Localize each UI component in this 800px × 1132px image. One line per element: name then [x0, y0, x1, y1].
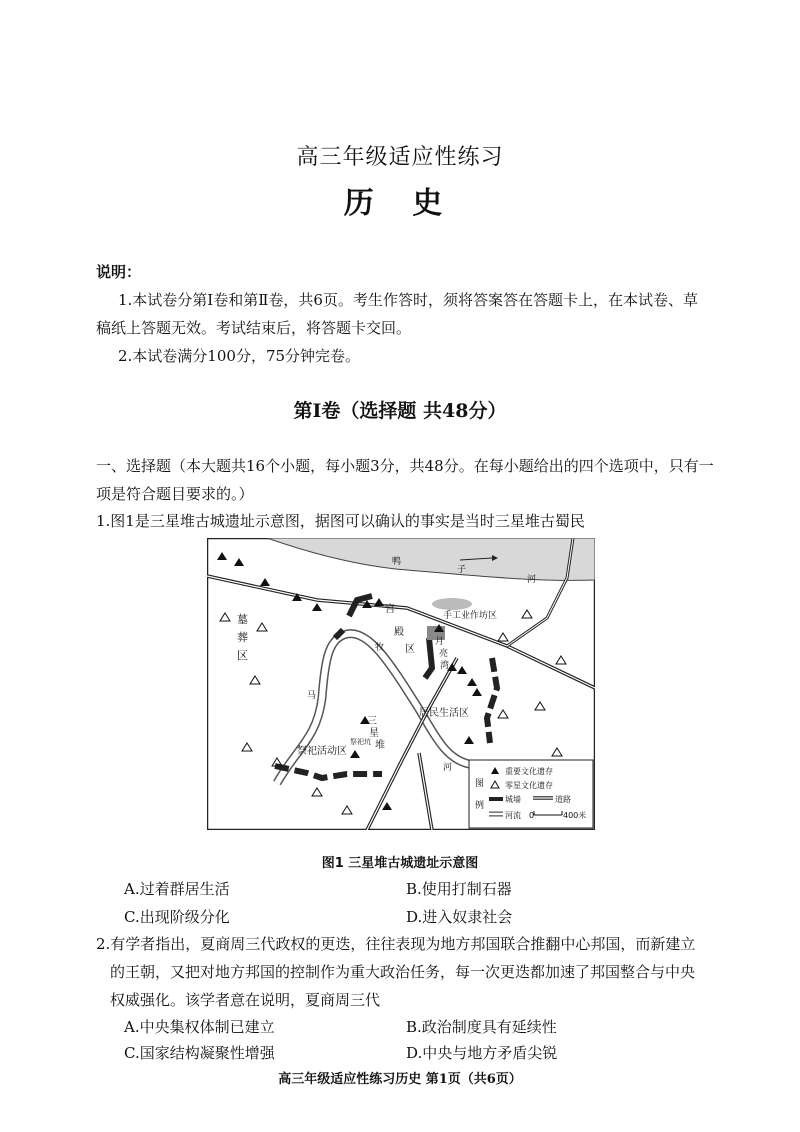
label-mamu-3: 河 [443, 763, 453, 773]
label-mamu-2: 马 [307, 691, 317, 701]
q2-option-d: D.中央与地方矛盾尖锐 [406, 1044, 558, 1062]
label-yueliang-1: 月 [435, 637, 445, 647]
label-residential: 居民生活区 [419, 708, 469, 719]
label-ritual: 祭祀活动区 [297, 746, 347, 757]
label-cemetery-2: 葬 [237, 631, 248, 644]
legend-title-2: 例 [475, 801, 485, 811]
label-sxd-3: 堆 [375, 740, 385, 751]
q1-option-b: B.使用打制石器 [406, 880, 512, 898]
q1-option-d: D.进入奴隶社会 [406, 908, 513, 926]
label-river-top-3: 河 [527, 575, 537, 585]
label-mamu-1: 牧 [375, 643, 385, 653]
instructions-heading: 说明： [96, 263, 142, 281]
label-yueliang-2: 亮 [439, 649, 449, 659]
q1-option-c: C.出现阶级分化 [124, 908, 230, 926]
label-river-top-1: 鸭 [392, 557, 402, 567]
label-craft: 手工业作坊区 [443, 611, 498, 621]
q2-stem-b: 的王朝，又把对地方邦国的控制作为重大政治任务，每一次更迭都加速了邦国整合与中央 [110, 963, 696, 981]
label-sxd-2: 星 [369, 728, 379, 739]
section-intro-a: 一、选择题（本大题共16个小题，每小题3分，共48分。在每小题给出的四个选项中，只有一 [96, 457, 714, 475]
instruction-1b: 稿纸上答题无效。考试结束后，将答题卡交回。 [96, 319, 412, 337]
instruction-1a: 1.本试卷分第Ⅰ卷和第Ⅱ卷，共6页。考生作答时，须将答案答在答题卡上，在本试卷、草 [118, 291, 698, 309]
q1-stem: 1.图1是三星堆古城遗址示意图，据图可以确认的事实是当时三星堆古蜀民 [96, 512, 585, 530]
label-cemetery-3: 区 [237, 649, 248, 662]
q1-option-a: A.过着群居生活 [124, 880, 230, 898]
label-yueliang-3: 湾 [440, 661, 450, 671]
label-palace-2: 殿 [394, 627, 404, 638]
label-cemetery-1: 墓 [237, 613, 248, 626]
legend-major: 重要文化遗存 [505, 767, 553, 776]
label-palace-3: 区 [405, 644, 415, 655]
label-sxd-1: 三 [367, 716, 377, 727]
label-palace-1: 宫 [385, 604, 395, 615]
q2-stem-c: 权威强化。该学者意在说明，夏商周三代 [110, 991, 381, 1009]
legend-wall: 城墙 [505, 795, 521, 804]
legend-river: 河流 [505, 811, 521, 820]
exam-title: 高三年级适应性练习 [296, 145, 504, 170]
q2-stem-a: 2.有学者指出，夏商周三代政权的更迭，往往表现为地方邦国联合推翻中心邦国，而新建立 [96, 935, 696, 953]
section-intro-b: 项是符合题目要求的。） [96, 485, 254, 503]
label-pit: 祭祀坑 [350, 738, 371, 746]
legend-scale-zero: 0 [529, 811, 535, 820]
legend-title-1: 图 [475, 779, 485, 789]
legend-scale-dist: 400米 [563, 811, 587, 820]
label-river-top-2: 子 [457, 565, 467, 575]
figure-caption: 图1 三星堆古城遗址示意图 [321, 856, 479, 871]
legend-road: 道路 [555, 795, 571, 804]
map-legend [469, 760, 593, 828]
legend-minor: 零星文化遗存 [505, 781, 553, 790]
q2-option-c: C.国家结构凝聚性增强 [124, 1044, 275, 1062]
q2-option-b: B.政治制度具有延续性 [406, 1018, 557, 1036]
page-footer: 高三年级适应性练习历史 第1页（共6页） [278, 1072, 522, 1087]
q2-option-a: A.中央集权体制已建立 [124, 1018, 275, 1036]
instruction-2: 2.本试卷满分100分，75分钟完卷。 [118, 347, 361, 365]
subject-title: 历 史 [343, 186, 457, 221]
sanxingdui-map [207, 538, 595, 830]
section-title: 第Ⅰ卷（选择题 共48分） [293, 400, 507, 422]
